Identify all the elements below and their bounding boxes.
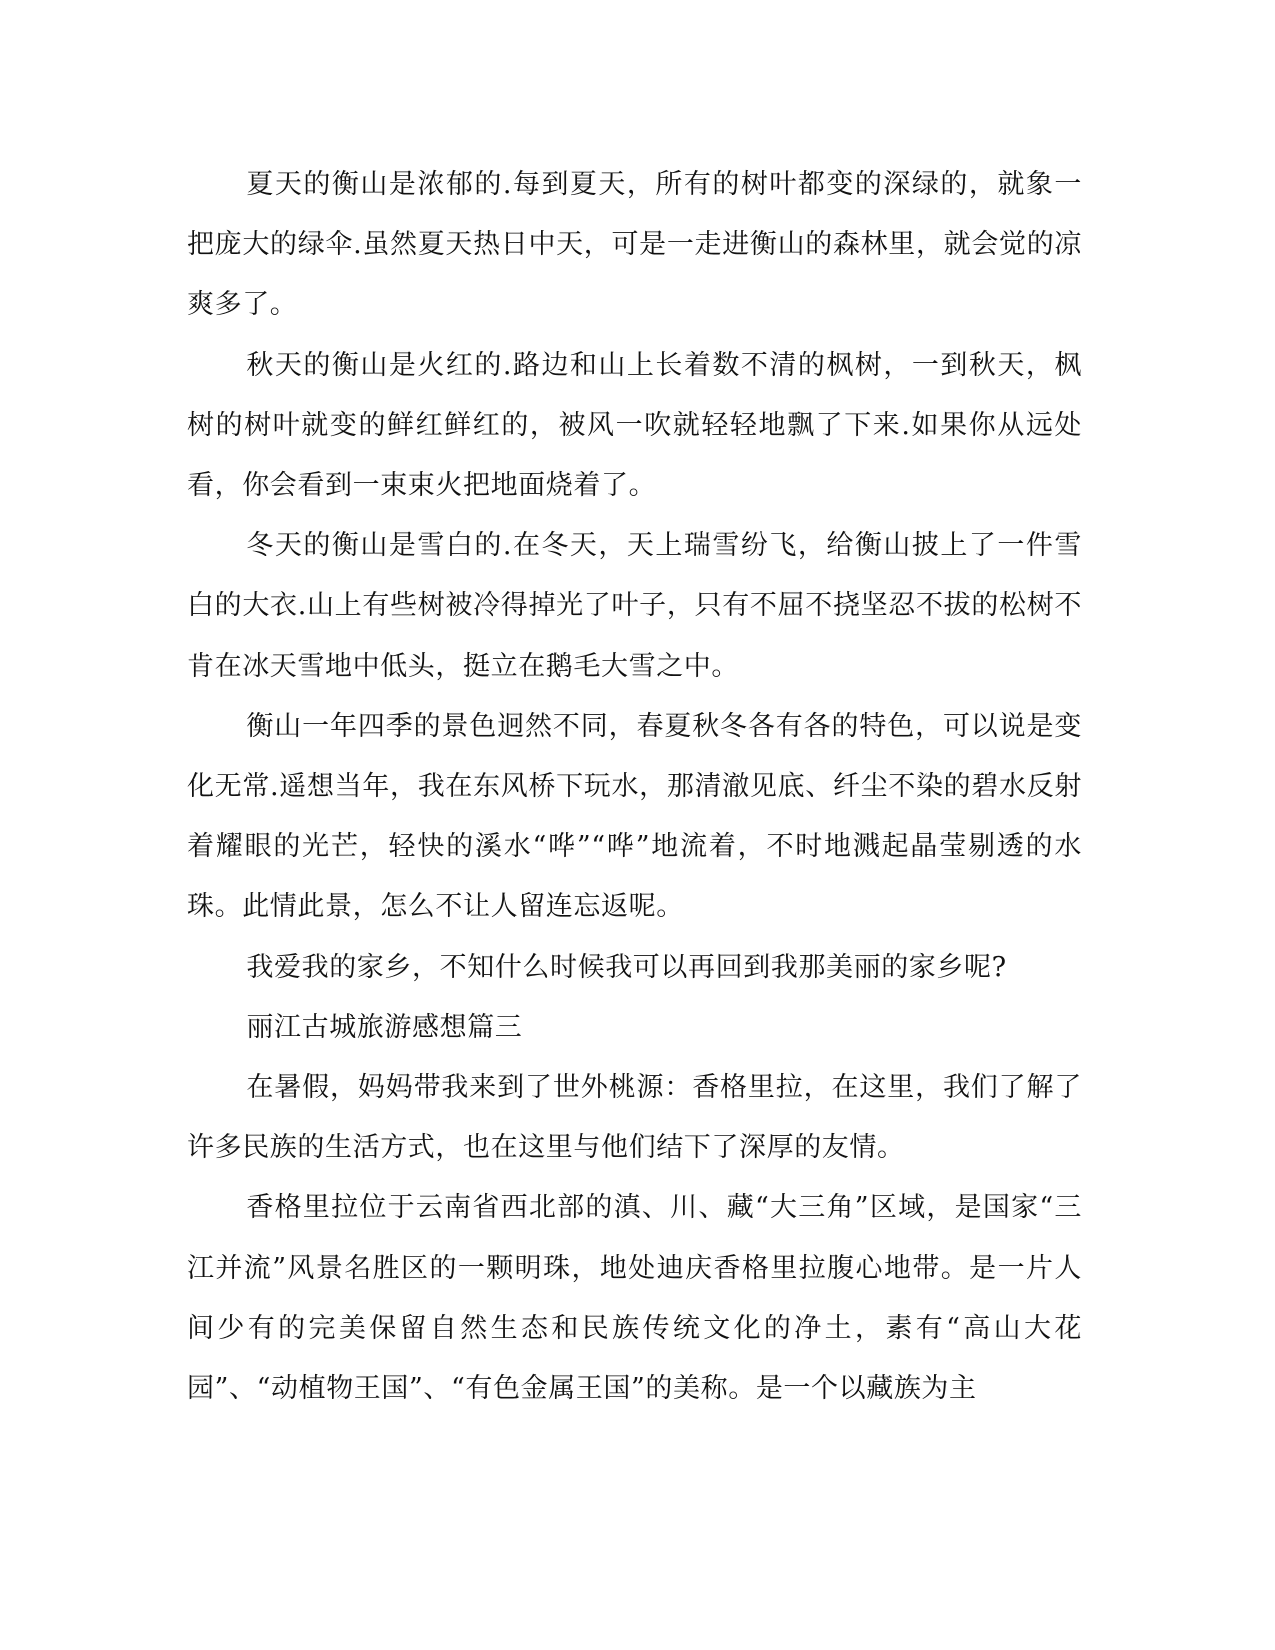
paragraph-four-seasons: 衡山一年四季的景色迥然不同，春夏秋冬各有各的特色，可以说是变化无常.遥想当年，我在东风桥下玩水，那清澈见底、纤尘不染的碧水反射着耀眼的光芒，轻快的溪水“哗”“哗”地流着，不时地溅起晶莹剔透的水珠。此情此景，怎么不让人留连忘返呢。	[187, 710, 1082, 923]
paragraph-shangri-la: 香格里拉位于云南省西北部的滇、川、藏“大三角”区域，是国家“三江并流”风景名胜区的一颗明珠，地处迪庆香格里拉腹心地带。是一片人间少有的完美保留自然生态和民族传统文化的净土，素有“高山大花园”、“动植物王国”、“有色金属王国”的美称。是一个以藏族为主	[187, 1192, 1082, 1405]
paragraph-summer: 夏天的衡山是浓郁的.每到夏天，所有的树叶都变的深绿的，就象一把庞大的绿伞.虽然夏天热日中天，可是一走进衡山的森林里，就会觉的凉爽多了。	[187, 169, 1082, 321]
paragraph-autumn: 秋天的衡山是火红的.路边和山上长着数不清的枫树，一到秋天，枫树的树叶就变的鲜红鲜红的，被风一吹就轻轻地飘了下来.如果你从远处看，你会看到一束束火把地面烧着了。	[187, 349, 1082, 502]
paragraph-love-hometown: 我爱我的家乡，不知什么时候我可以再回到我那美丽的家乡呢?	[246, 951, 1007, 983]
paragraph-summer-vacation: 在暑假，妈妈带我来到了世外桃源：香格里拉，在这里，我们了解了许多民族的生活方式，也在这里与他们结下了深厚的友情。	[187, 1072, 1082, 1164]
section-heading: 丽江古城旅游感想篇三	[246, 1011, 523, 1043]
paragraph-winter: 冬天的衡山是雪白的.在冬天，天上瑞雪纷飞，给衡山披上了一件雪白的大衣.山上有些树被冷得掉光了叶子，只有不屈不挠坚忍不拔的松树不肯在冰天雪地中低头，挺立在鹅毛大雪之中。	[187, 530, 1082, 682]
document-body	[187, 155, 1082, 1419]
